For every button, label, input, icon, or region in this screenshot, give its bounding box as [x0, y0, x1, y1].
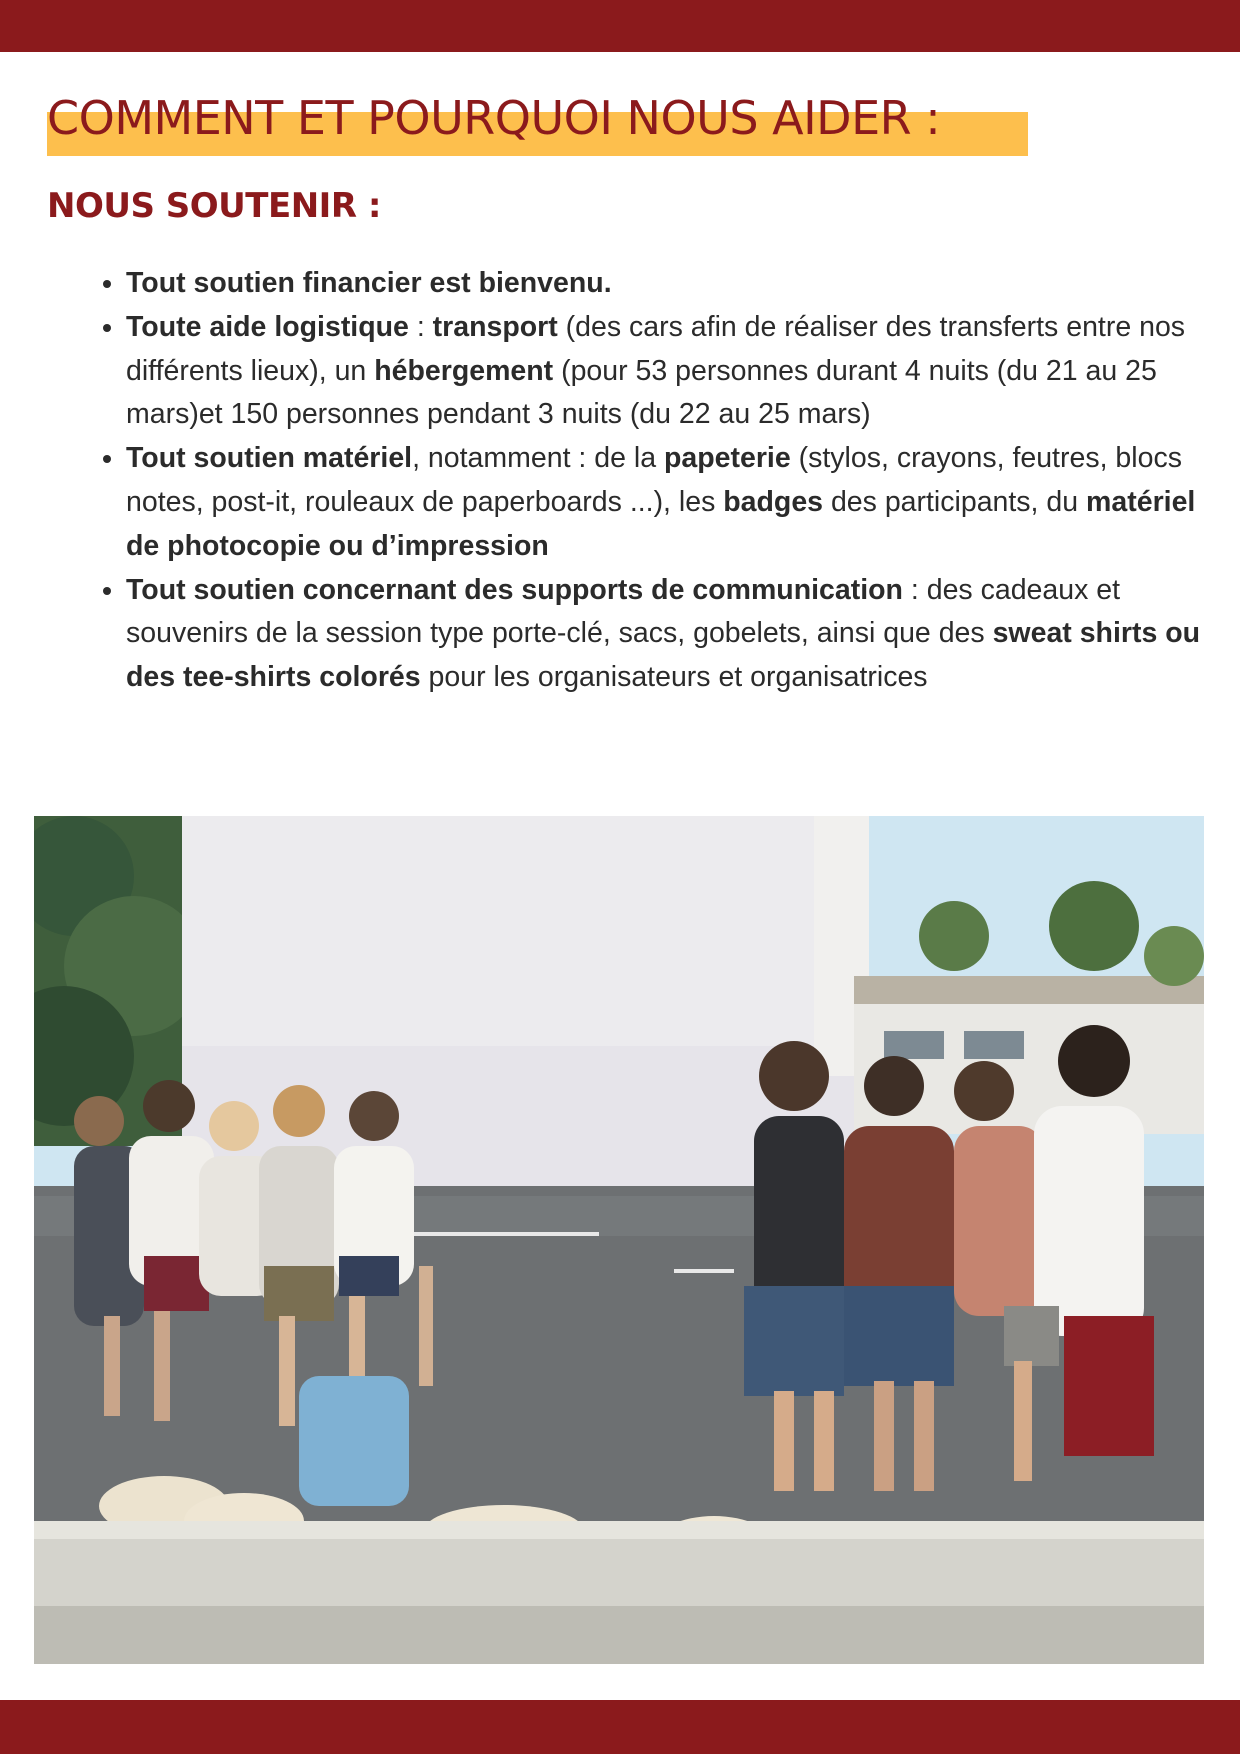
- page-title: COMMENT ET POURQUOI NOUS AIDER :: [47, 91, 941, 145]
- support-list: [75, 262, 1226, 700]
- bold-text: transport: [432, 310, 558, 343]
- list-item: [126, 437, 1226, 568]
- text-run: (des cars afin de réaliser des transferts entre nos différents lieux), un: [126, 310, 1186, 387]
- bold-text: sweat shirts ou des tee-shirts colorés: [126, 617, 1201, 694]
- bottom-band: [0, 1700, 1240, 1754]
- section-subtitle: NOUS SOUTENIR :: [47, 186, 381, 226]
- group-photo: [34, 816, 1204, 1664]
- list-item: [126, 569, 1226, 700]
- list-item: [126, 262, 1226, 306]
- text-run: , notamment : de la: [412, 442, 664, 475]
- bold-text: Tout soutien financier est bienvenu.: [126, 267, 612, 299]
- bold-text: Tout soutien matériel: [126, 442, 413, 475]
- bold-text: Tout soutien concernant des supports de communication: [126, 573, 903, 606]
- text-run: (stylos, crayons, feutres, blocs notes, post-it, rouleaux de paperboards ...), les: [126, 442, 1182, 518]
- text-run: : des cadeaux et souvenirs de la session type porte-clé, sacs, gobelets, ainsi que des: [126, 573, 1121, 650]
- text-run: pour les organisateurs et organisatrices: [420, 661, 928, 694]
- top-band: [0, 0, 1240, 52]
- bold-text: papeterie: [663, 442, 791, 475]
- title-block: [47, 88, 940, 148]
- bold-text: hébergement: [374, 354, 554, 387]
- bold-text: matériel de photocopie ou d’impression: [126, 485, 1196, 562]
- text-run: :: [408, 310, 433, 343]
- bold-text: badges: [723, 485, 824, 518]
- text-run: (pour 53 personnes durant 4 nuits (du 21 au 25 mars)et 150 personnes pendant 3 nuits (du 22 au 25 mars): [126, 354, 1157, 431]
- bold-text: Toute aide logistique: [126, 310, 409, 343]
- list-item: [126, 306, 1226, 437]
- text-run: des participants, du: [823, 485, 1087, 518]
